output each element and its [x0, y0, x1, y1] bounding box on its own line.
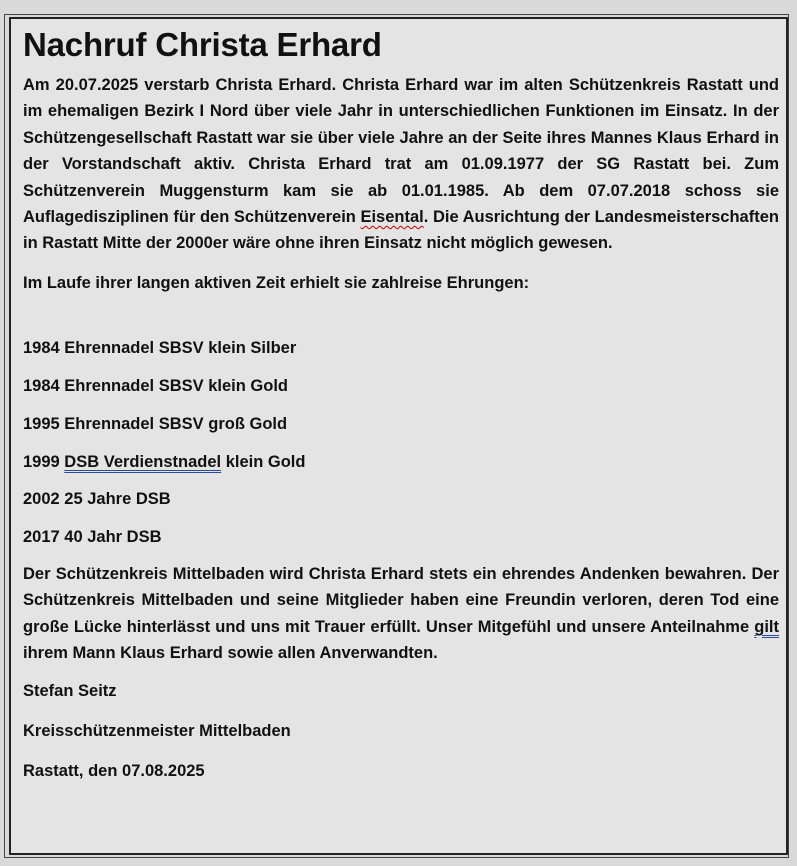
grammar-flag[interactable]: DSB Verdienstnadel: [64, 452, 222, 471]
honor-item: 1995 Ehrennadel SBSV groß Gold: [23, 414, 288, 433]
closing-paragraph: [23, 561, 779, 667]
intro-text-1: Am 20.07.2025 verstarb Christa Erhard. Christa Erhard war im alten Schützenkreis Rastatt und im ehemaligen Bezirk I Nord über viele Jahr in unterschiedlichen Funktionen im Einsatz. In der Schützengesellschaft Rastatt war sie über viele Jahre an der Seite ihres Mannes Klaus Erhard in der Vorstandschaft aktiv. Christa Erhard trat am 01.09.1977 der SG Rastatt bei. Zum Schützenverein Muggensturm kam sie ab 01.01.1985. Ab dem 07.07.2018 schoss sie Auflagedisziplinen für den Schützenverein: [23, 76, 779, 227]
honor-item: 1984 Ehrennadel SBSV klein Silber: [23, 339, 297, 358]
intro-text-2: . Die Ausrichtung der Landesmeisterschaften in Rastatt Mitte der 2000er wäre ohne ihren Einsatz nicht möglich gewesen.: [23, 208, 779, 253]
page-title: Nachruf Christa Erhard: [23, 26, 382, 63]
signature-role: Kreisschützenmeister Mittelbaden: [23, 722, 291, 741]
honor-item-rest: klein Gold: [221, 452, 306, 471]
document-body: [23, 25, 779, 785]
honors-list: [23, 335, 779, 550]
document-frame: [9, 17, 788, 855]
intro-paragraph: [23, 72, 779, 257]
honor-item: 1984 Ehrennadel SBSV klein Gold: [23, 377, 289, 396]
closing-text-2: ihrem Mann Klaus Erhard sowie allen Anverwandten.: [23, 644, 438, 663]
spelling-flag[interactable]: Eisental: [360, 208, 424, 227]
closing-text-1: Der Schützenkreis Mittelbaden wird Christa Erhard stets ein ehrendes Andenken bewahren. Der Schützenkreis Mittelbaden und seine Mitglieder haben eine Freundin verloren, deren Tod eine große Lücke hinterlässt und uns mit Trauer erfüllt. Unser Mitgefühl und unsere Anteilnahme: [23, 565, 779, 636]
signature-name: Stefan Seitz: [23, 681, 117, 700]
grammar-flag[interactable]: gilt: [754, 617, 779, 636]
honor-item: 2002 25 Jahre DSB: [23, 490, 171, 509]
honor-item: [23, 449, 779, 475]
honor-item: 2017 40 Jahr DSB: [23, 528, 162, 547]
honors-intro: Im Laufe ihrer langen aktiven Zeit erhielt sie zahlreise Ehrungen:: [23, 273, 530, 292]
place-date: Rastatt, den 07.08.2025: [23, 762, 205, 781]
honor-item-year: 1999: [23, 452, 65, 471]
